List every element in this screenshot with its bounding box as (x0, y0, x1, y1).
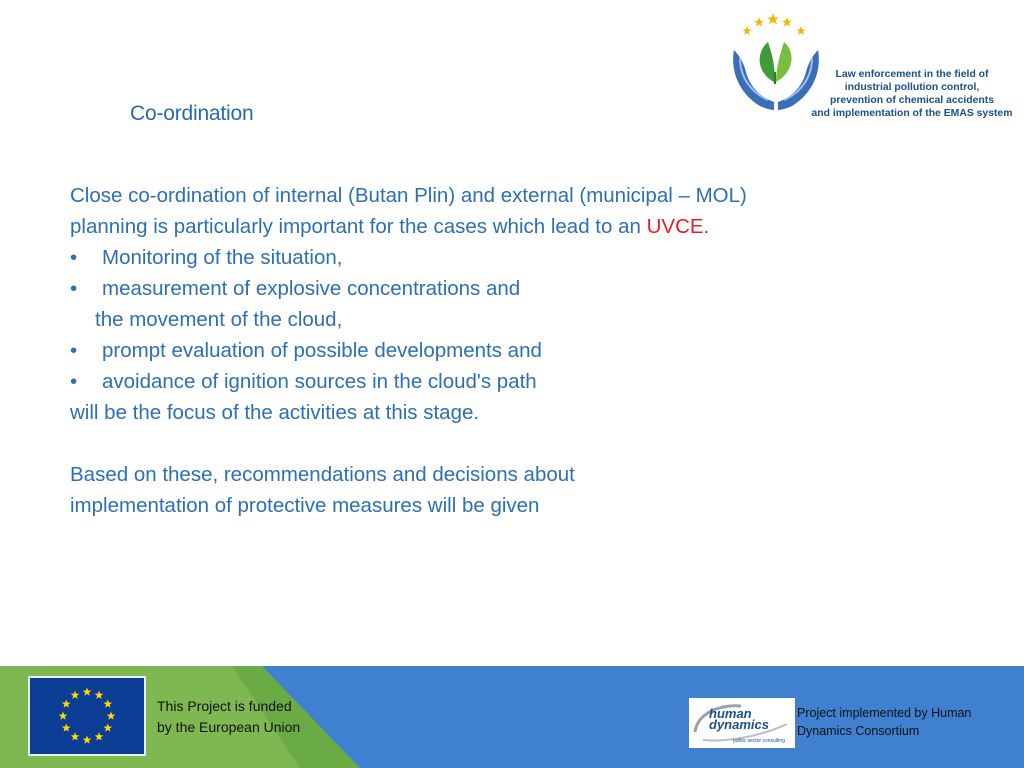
funded-by-eu-text (157, 696, 300, 738)
intro-line: Close co-ordination of internal (Butan Plin) and external (municipal – MOL) (70, 184, 747, 207)
eu-star (62, 699, 71, 707)
eu-star (95, 732, 104, 740)
project-logo (726, 10, 1016, 122)
bullet-continuation: the movement of the cloud, (95, 308, 343, 331)
eu-star (71, 691, 80, 699)
intro-line-text: planning is particularly important for the cases which lead to an (70, 215, 647, 238)
logo-tagline-line: prevention of chemical accidents (830, 95, 994, 106)
slide-body (70, 180, 930, 521)
eu-star (107, 711, 116, 719)
bullet-item (70, 242, 930, 273)
hd-logo-word: human (709, 706, 752, 721)
paragraph-gap (70, 428, 930, 459)
bullet-text: avoidance of ignition sources in the cloud's path (102, 370, 537, 393)
bullet-dot: • (70, 370, 78, 393)
bullet-item (70, 366, 930, 397)
bullet-text: prompt evaluation of possible developments and (102, 339, 542, 362)
eu-star (83, 735, 92, 743)
bullet-item (70, 335, 930, 366)
bullet-dot: • (70, 339, 78, 362)
human-dynamics-logo-icon (689, 698, 795, 748)
eu-star (59, 711, 68, 719)
eu-star (71, 732, 80, 740)
bullet-text: Monitoring of the situation, (102, 246, 343, 269)
uvce-highlight: UVCE. (646, 215, 710, 238)
eu-star (95, 691, 104, 699)
hd-logo-wordmark (709, 708, 769, 730)
bullet-dot: • (70, 246, 78, 269)
implemented-line: Project implemented by Human (797, 706, 972, 720)
bullet-list (70, 242, 930, 397)
intro-line (70, 211, 930, 242)
bullet-item (70, 273, 930, 335)
funded-line: by the European Union (157, 719, 301, 735)
logo-tagline-line: and implementation of the EMAS system (811, 108, 1013, 119)
logo-tagline-line: Law enforcement in the field of (835, 69, 989, 80)
funded-line: This Project is funded (157, 698, 292, 714)
eu-flag-icon (30, 678, 144, 754)
eu-star (62, 723, 71, 731)
eu-flag (28, 676, 146, 756)
footer (0, 666, 1024, 768)
logo-tagline (808, 68, 1016, 120)
hd-logo-subtitle: public sector consulting (733, 738, 785, 744)
conclusion-line: Based on these, recommendations and decisions about (70, 463, 575, 486)
logo-tagline-line: industrial pollution control, (844, 82, 980, 93)
bullet-text: measurement of explosive concentrations and (102, 277, 521, 300)
bullet-dot: • (70, 277, 78, 300)
conclusion-line: implementation of protective measures will be given (70, 494, 540, 517)
implemented-line: Dynamics Consortium (797, 724, 920, 738)
hd-logo-word: dynamics (709, 717, 769, 732)
implemented-by-text (797, 704, 1012, 740)
slide-title: Co-ordination (130, 102, 254, 125)
eu-star (83, 687, 92, 695)
after-bullets-line: will be the focus of the activities at this stage. (70, 401, 480, 424)
eu-star (103, 699, 112, 707)
eu-star (103, 723, 112, 731)
